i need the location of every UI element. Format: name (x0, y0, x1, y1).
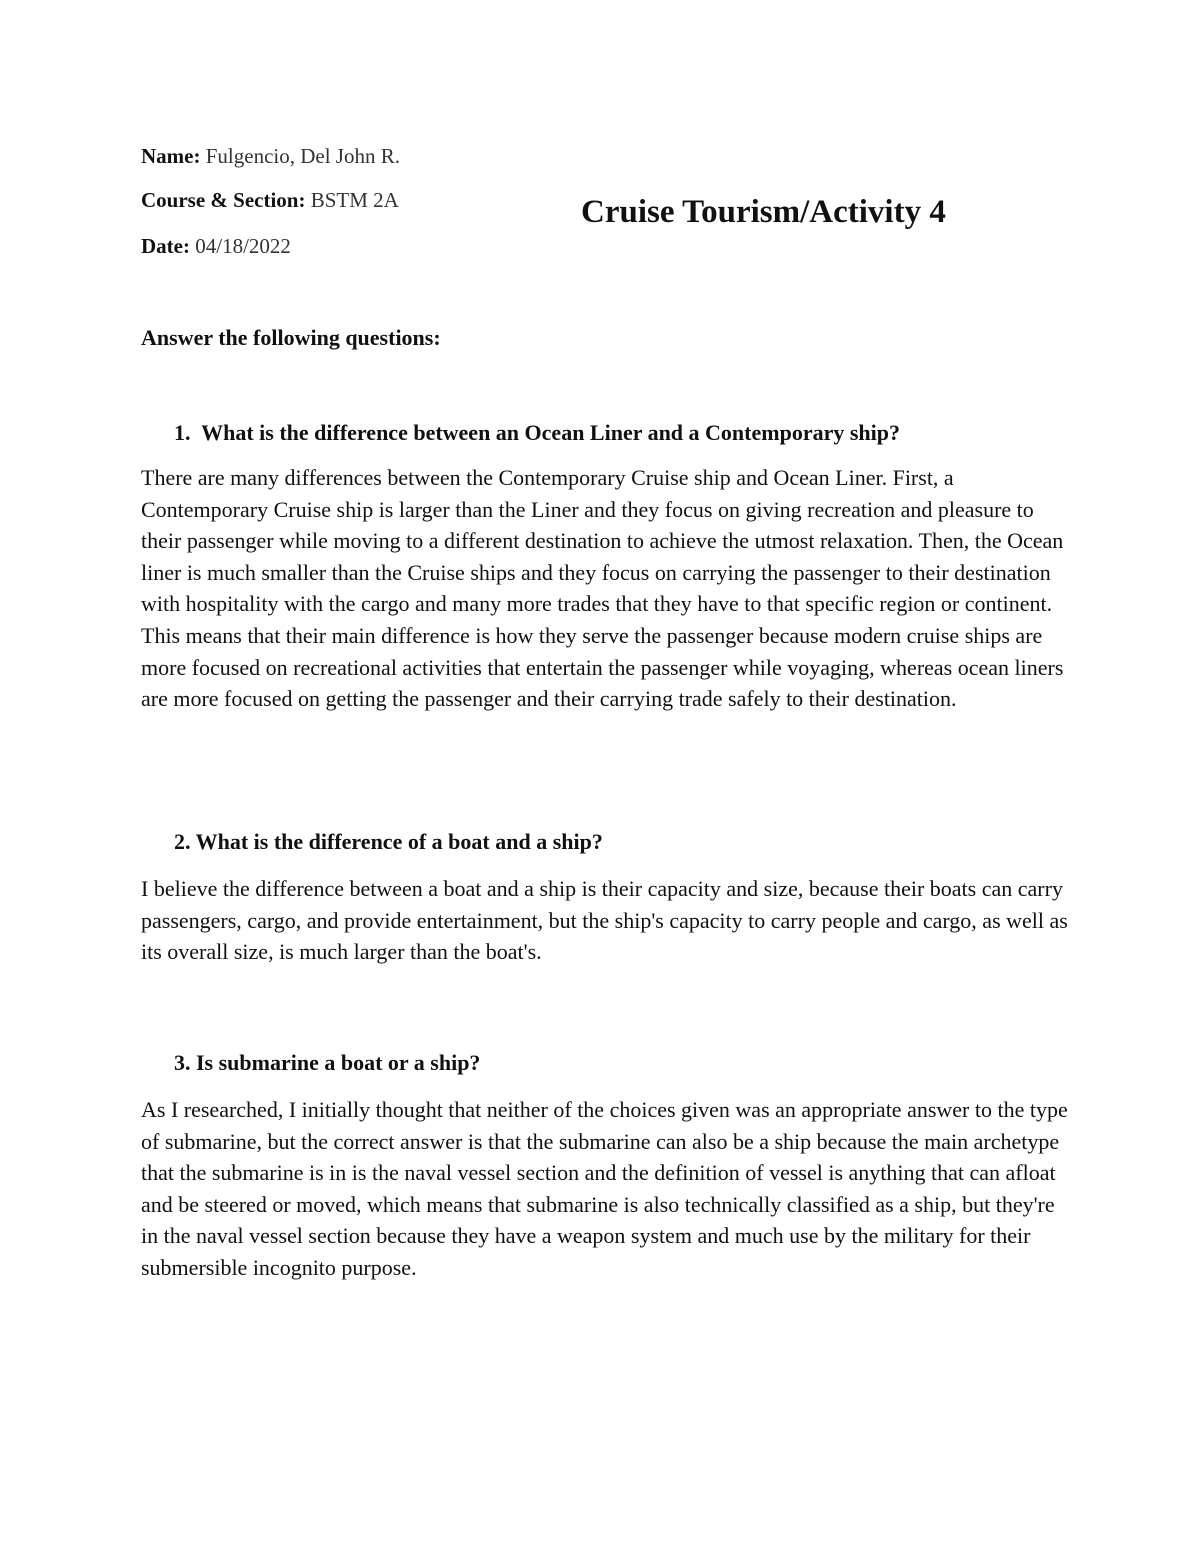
name-value: Fulgencio, Del John R. (205, 144, 400, 168)
question-2-text: What is the difference of a boat and a ship? (195, 829, 603, 854)
question-1-number: 1. (174, 420, 191, 445)
question-1-text: What is the difference between an Ocean Liner and a Contemporary ship? (201, 420, 900, 445)
course-line (141, 187, 399, 213)
name-label: Name: (141, 144, 201, 168)
name-line (141, 143, 400, 169)
answer-3: As I researched, I initially thought that neither of the choices given was an appropriate answer to the type of submarine, but the correct answer is that the submarine can also be a ship because the main archetype that the submarine is in is the naval vessel section and the definition of vessel is anything that can afloat and be steered or moved, which means that submarine is also technically classified as a ship, but they're in the naval vessel section because they have a weapon system and much use by the military for their submersible incognito purpose. (141, 1097, 1068, 1280)
question-2-number: 2. (174, 829, 191, 854)
document-title: Cruise Tourism/Activity 4 (581, 194, 946, 230)
course-value: BSTM 2A (310, 188, 399, 212)
instructions-heading: Answer the following questions: (141, 325, 441, 350)
question-3 (174, 1049, 480, 1077)
question-1 (174, 419, 900, 447)
date-line (141, 233, 291, 259)
date-value: 04/18/2022 (195, 234, 291, 258)
answer-1: There are many differences between the Contemporary Cruise ship and Ocean Liner. First, a Contemporary Cruise ship is larger than the Liner and they focus on giving recreation and pleasure to their passenger while moving to a different destination to achieve the utmost relaxation. Then, the Ocean liner is much smaller than the Cruise ships and they focus on carrying the passenger to their destination with hospitality with the cargo and many more trades that they have to that specific region or continent. This means that their main difference is how they serve the passenger because modern cruise ships are more focused on recreational activities that entertain the passenger while voyaging, whereas ocean liners are more focused on getting the passenger and their carrying trade safely to their destination. (141, 465, 1064, 712)
question-3-text: Is submarine a boat or a ship? (196, 1050, 481, 1075)
question-2 (174, 828, 603, 856)
question-3-number: 3. (174, 1050, 191, 1075)
course-label: Course & Section: (141, 188, 306, 212)
answer-2: I believe the difference between a boat and a ship is their capacity and size, because their boats can carry passengers, cargo, and provide entertainment, but the ship's capacity to carry people and cargo, as well as its overall size, is much larger than the boat's. (141, 876, 1068, 965)
date-label: Date: (141, 234, 190, 258)
